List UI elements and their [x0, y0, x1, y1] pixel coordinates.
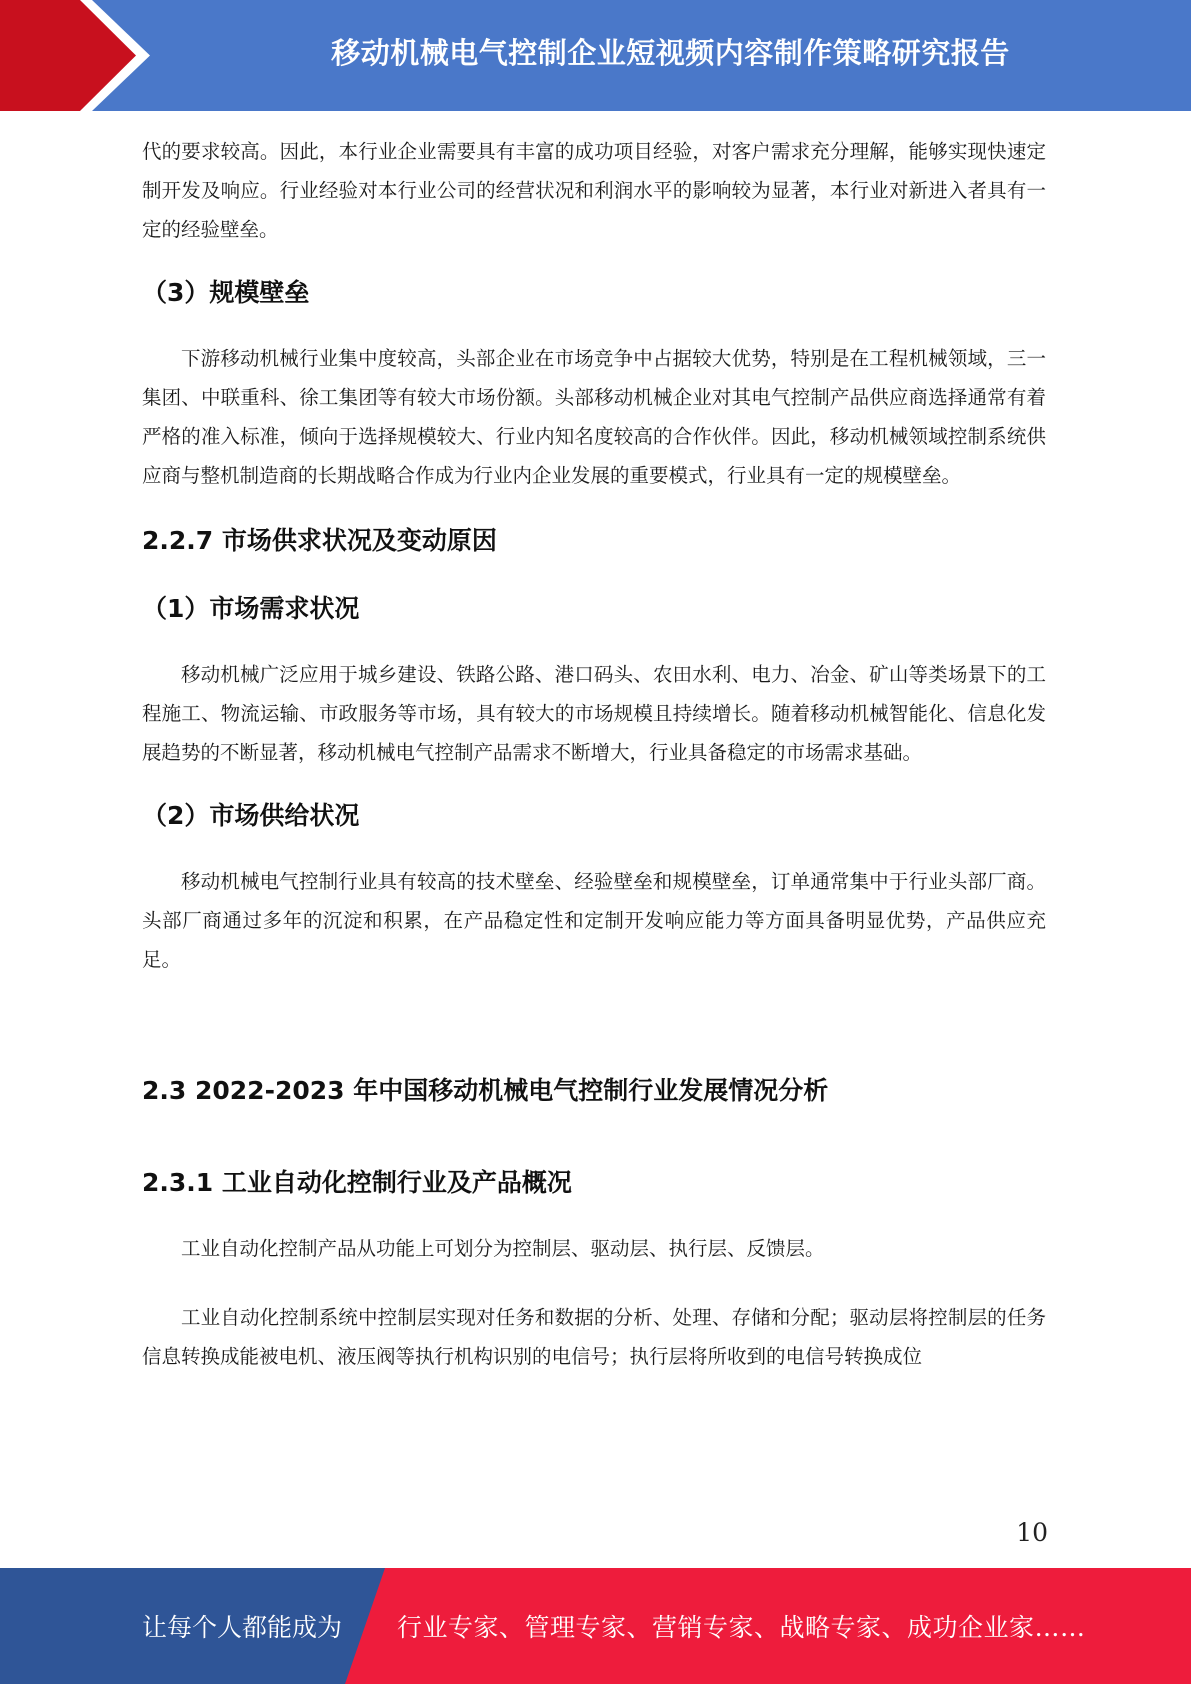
- page-footer: [0, 1568, 1191, 1684]
- heading-section-2-2-7: 2.2.7 市场供求状况及变动原因: [142, 526, 497, 555]
- document-body: [142, 132, 1046, 1376]
- heading-market-demand: （1）市场需求状况: [142, 594, 360, 623]
- heading-market-supply: （2）市场供给状况: [142, 801, 360, 830]
- paragraph-automation-layers: 工业自动化控制产品从功能上可划分为控制层、驱动层、执行层、反馈层。: [181, 1237, 825, 1260]
- heading-section-2-3: 2.3 2022-2023 年中国移动机械电气控制行业发展情况分析: [142, 1076, 829, 1105]
- heading-section-2-3-1: 2.3.1 工业自动化控制行业及产品概况: [142, 1168, 572, 1197]
- header-title: 移动机械电气控制企业短视频内容制作策略研究报告: [331, 35, 1010, 70]
- heading-scale-barrier: （3）规模壁垒: [142, 278, 310, 307]
- paragraph-experience-barrier-cont: 代的要求较高。因此，本行业企业需要具有丰富的成功项目经验，对客户需求充分理解，能够实现快速定制开发及响应。行业经验对本行业公司的经营状况和利润水平的影响较为显著，本行业对新进入者具有一定的经验壁垒。: [142, 140, 1046, 241]
- paragraph-market-supply: 移动机械电气控制行业具有较高的技术壁垒、经验壁垒和规模壁垒，订单通常集中于行业头部厂商。头部厂商通过多年的沉淀和积累，在产品稳定性和定制开发响应能力等方面具备明显优势，产品供应充足。: [142, 870, 1046, 971]
- page-header: [0, 0, 1191, 111]
- paragraph-automation-control-system: 工业自动化控制系统中控制层实现对任务和数据的分析、处理、存储和分配；驱动层将控制层的任务信息转换成能被电机、液压阀等执行机构识别的电信号；执行层将所收到的电信号转换成位: [142, 1306, 1046, 1368]
- paragraph-scale-barrier: 下游移动机械行业集中度较高，头部企业在市场竞争中占据较大优势，特别是在工程机械领域，三一集团、中联重科、徐工集团等有较大市场份额。头部移动机械企业对其电气控制产品供应商选择通常有着严格的准入标准，倾向于选择规模较大、行业内知名度较高的合作伙伴。因此，移动机械领域控制系统供应商与整机制造商的长期战略合作成为行业内企业发展的重要模式，行业具有一定的规模壁垒。: [142, 347, 1046, 487]
- page-number: 10: [1016, 1518, 1048, 1547]
- paragraph-market-demand: 移动机械广泛应用于城乡建设、铁路公路、港口码头、农田水利、电力、冶金、矿山等类场景下的工程施工、物流运输、市政服务等市场，具有较大的市场规模且持续增长。随着移动机械智能化、信息化发展趋势的不断显著，移动机械电气控制产品需求不断增大，行业具备稳定的市场需求基础。: [142, 663, 1046, 764]
- footer-slogan-right: 行业专家、管理专家、营销专家、战略专家、成功企业家……: [397, 1613, 1086, 1642]
- footer-slogan-left: 让每个人都能成为: [142, 1613, 343, 1642]
